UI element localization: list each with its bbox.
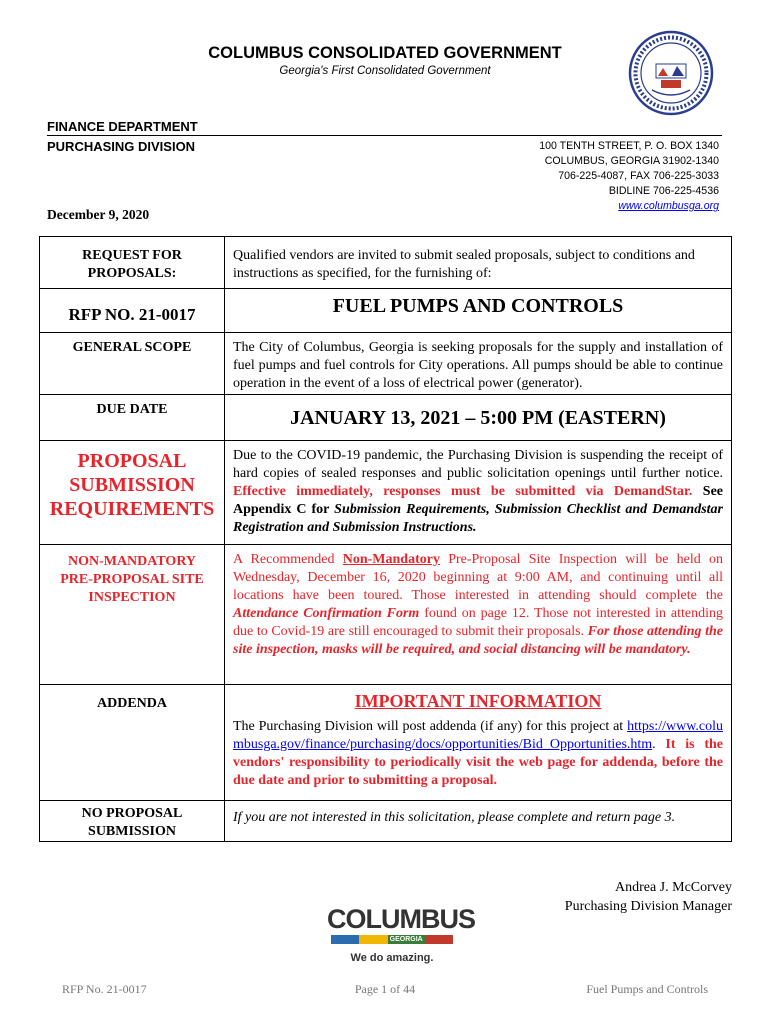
submission-text-part: See Appendix C for	[233, 484, 723, 517]
footer-project-title: Fuel Pumps and Controls	[586, 982, 708, 996]
submission-label: PROPOSAL SUBMISSION REQUIREMENTS	[49, 450, 215, 520]
header-divider	[47, 135, 722, 136]
signature-block	[565, 878, 732, 916]
document-date: December 9, 2020	[47, 207, 150, 222]
division-name: PURCHASING DIVISION	[47, 139, 196, 154]
table-row	[40, 395, 732, 441]
important-info-heading: IMPORTANT INFORMATION	[354, 691, 602, 711]
address-block	[539, 139, 719, 214]
addenda-text	[233, 718, 723, 790]
logo-tagline: We do amazing.	[350, 952, 434, 964]
table-row	[40, 333, 732, 395]
footer-page-number: Page 1 of 44	[354, 982, 416, 996]
addenda-text-part: The Purchasing Division will post addenda (if any) for this project at	[233, 719, 628, 734]
table-row	[40, 685, 732, 801]
submission-appendix-ref: Submission Requirements, Submission Checklist and Demandstar Registration and Submission Instructions.	[233, 502, 723, 535]
request-text: Qualified vendors are invited to submit sealed proposals, subject to conditions and instructions as specified, for the furnishing of:	[233, 248, 695, 281]
submission-text	[233, 447, 723, 537]
due-date-value: JANUARY 13, 2021 – 5:00 PM (EASTERN)	[290, 407, 666, 429]
columbus-seal-icon	[628, 30, 714, 116]
due-date-label: DUE DATE	[96, 402, 168, 417]
request-label: REQUEST FOR PROPOSALS:	[82, 248, 182, 281]
addenda-url-link[interactable]: https://www.columbusga.gov/finance/purchasing/docs/opportunities/Bid_Opportunities.htm	[233, 719, 723, 752]
addenda-emphasis: It is the vendors' responsibility to periodically visit the web page for addenda, before the due date and prior to submitting a proposal.	[233, 737, 723, 788]
table-row	[40, 441, 732, 545]
scope-text: The City of Columbus, Georgia is seeking proposals for the supply and installation of fuel pumps and fuel controls for City operations. All pumps should be able to continue operation in the event of a loss of electrical power (generator).	[233, 340, 723, 391]
rfp-details-table	[39, 236, 732, 842]
table-row	[40, 545, 732, 685]
table-row	[40, 237, 732, 289]
inspection-text-part: found on page 12. Those not interested in attending due to Covid-19 are still encouraged to submit their proposals.	[233, 606, 723, 639]
attendance-form-ref: Attendance Confirmation Form	[233, 606, 420, 621]
submission-emphasis: Effective immediately, responses must be submitted via DemandStar.	[233, 484, 693, 499]
inspection-emphasis: Non-Mandatory	[342, 552, 440, 567]
address-line-1: 100 TENTH STREET, P. O. BOX 1340	[539, 140, 719, 152]
scope-label: GENERAL SCOPE	[72, 340, 192, 355]
logo-state: GEORGIA	[389, 936, 423, 943]
department-block	[47, 117, 198, 157]
inspection-text-part: Pre-Proposal Site Inspection will be held on Wednesday, December 16, 2020 beginning at 9:00 AM, and continuing until all locations have been toured. Those interested in attending should complete the	[233, 552, 723, 603]
logo-color-bar	[331, 935, 453, 944]
addenda-label: ADDENDA	[97, 696, 167, 711]
rfp-number-label: RFP NO. 21-0017	[68, 305, 196, 324]
government-title: COLUMBUS CONSOLIDATED GOVERNMENT	[208, 44, 562, 62]
inspection-safety-note: For those attending the site inspection, masks will be required, and social distancing will be mandatory.	[233, 624, 724, 657]
no-proposal-text: If you are not interested in this solicitation, please complete and return page 3.	[233, 810, 676, 825]
inspection-text	[233, 551, 723, 659]
address-line-2: COLUMBUS, GEORGIA 31902-1340	[544, 155, 719, 167]
table-row	[40, 289, 732, 333]
inspection-label: NON-MANDATORY PRE-PROPOSAL SITE INSPECTION	[60, 554, 204, 605]
government-subtitle: Georgia's First Consolidated Government	[279, 65, 491, 77]
submission-text-part: Due to the COVID-19 pandemic, the Purchasing Division is suspending the receipt of hard copies of sealed responses and public solicitation openings until further notice.	[233, 448, 723, 481]
signatory-name: Andrea J. McCorvey	[614, 880, 732, 895]
no-proposal-label: NO PROPOSAL SUBMISSION	[81, 806, 183, 839]
table-row	[40, 801, 732, 842]
department-name: FINANCE DEPARTMENT	[47, 119, 198, 134]
columbus-logo	[327, 904, 475, 969]
rfp-title: FUEL PUMPS AND CONTROLS	[332, 295, 624, 317]
website-link[interactable]: www.columbusga.org	[618, 200, 719, 212]
logo-wordmark: COLUMBUS	[327, 904, 475, 934]
inspection-text-part: A Recommended	[233, 552, 343, 567]
address-line-4: BIDLINE 706-225-4536	[608, 185, 719, 197]
addenda-text-part: .	[652, 737, 666, 752]
footer-rfp-number: RFP No. 21-0017	[62, 982, 147, 996]
address-line-3: 706-225-4087, FAX 706-225-3033	[558, 170, 719, 182]
signatory-title: Purchasing Division Manager	[564, 899, 732, 914]
